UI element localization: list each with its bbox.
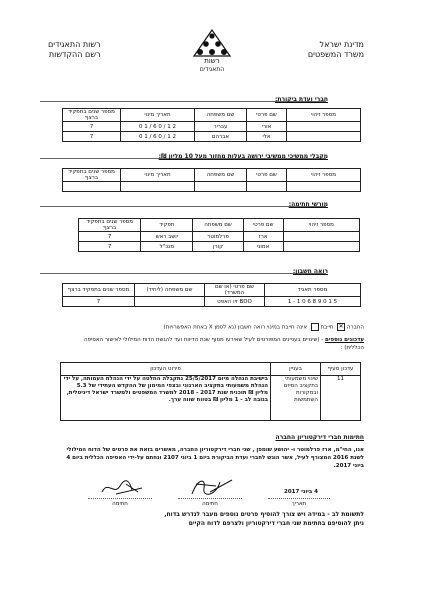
cell-last-name: קורן: [193, 242, 243, 252]
authority-name: רשות התאגידים: [48, 40, 101, 49]
col-last-name: שם משפחה: [195, 169, 247, 182]
cell-matter: שינוי משמעותי בתקציב המיזם ובמקורות השתמשות: [271, 376, 321, 421]
accountant-table: [62, 283, 361, 307]
cell-id: [287, 182, 361, 192]
col-first-name: שם פרטי: [243, 219, 283, 232]
donors-table: [62, 168, 361, 192]
cell-last-name: [195, 182, 247, 192]
option-required: חייבת: [320, 324, 334, 331]
cell-first-name: [247, 182, 287, 192]
cell-appoint-date: [121, 182, 195, 192]
col-last-name: שם משפחה: [195, 109, 247, 122]
col-years: מספר שנים בתפקיד ברצף: [79, 219, 141, 232]
cell-id: [283, 232, 359, 242]
accountant-section-rule: [40, 273, 326, 274]
audit-table: [62, 108, 361, 142]
col-last-name: שם משפחה: [193, 219, 243, 232]
table-row: [79, 232, 360, 242]
signature-2-icon: [186, 474, 236, 498]
col-last-name: שם משפחה (ליחיד): [135, 284, 205, 297]
col-first-name: שם פרטי (או שם המשרד): [205, 284, 265, 297]
cell-years: 7: [63, 122, 121, 132]
logo-text-1: רשות: [204, 57, 220, 65]
cell-last-name: אברהם: [195, 132, 247, 142]
footer-note: [64, 510, 364, 528]
updates-heading: [64, 336, 364, 352]
donors-section-title: מקבלי ממשיכי ממשיבי ירושה בעלות מחזור מעל 10 מליון ₪:: [158, 153, 328, 160]
accountant-obligation-line: [164, 323, 364, 332]
cell-appoint-date: 2 1 / 0 6 / 1 0: [121, 132, 195, 142]
col-role: תפקיד: [141, 219, 193, 232]
cell-last-name: [135, 297, 205, 307]
accountant-header-row: [63, 284, 361, 297]
cell-role: מנכ"ל: [141, 242, 193, 252]
signers-section-title: מורשי חתימה:: [288, 201, 328, 208]
corporations-logo: [182, 28, 242, 76]
cell-detail: בישיבת הנהלה מיום 25/5/2017 נתקבלה החלטה על ידי הנהלת העמותה, על ידי הנהלת משמעותי בתקציב הארגוני ובצפי המימון של ההקדש העתידי של 5.3 מליון ₪ תוכנית שנת 2017 - 2018 למשרד המשפטים ולמשרד ישראל דיגיטלית, בגובה לב - 1 מליון ₪ בטווח שווה ערך.: [61, 376, 271, 421]
cell-last-name: עבריר: [195, 122, 247, 132]
cell-first-name: אורי: [247, 122, 287, 132]
cell-appoint-date: 2 1 / 0 6 / 1 0: [121, 122, 195, 132]
cell-id: [283, 242, 359, 252]
col-first-name: שם פרטי: [247, 169, 287, 182]
cell-id: [287, 122, 361, 132]
cell-id: [287, 132, 361, 142]
col-years: מספר שנים בתפקיד ברצף: [63, 284, 135, 297]
table-row: [63, 182, 361, 192]
signature-line-1: [88, 498, 152, 499]
col-id: מספר זיהוי: [283, 219, 359, 232]
table-row: [61, 376, 361, 421]
cell-first-name: אמוני: [243, 242, 283, 252]
cell-years: 7: [79, 232, 141, 242]
checkbox-not-required[interactable]: [311, 323, 319, 331]
signature-section-title: חתימות חברי דירקטוריון החברה: [275, 434, 364, 441]
cell-years: 7: [63, 297, 135, 307]
col-section: עדכון סעיף: [321, 363, 361, 376]
updates-table: [60, 362, 361, 421]
signature-label-2: חתימה: [202, 501, 218, 507]
state-name: מדינת ישראל: [319, 40, 364, 49]
col-corp-number: מספר תאגיד: [265, 284, 361, 297]
signers-section-rule: [40, 206, 326, 207]
logo-text-2: התאגידים: [199, 66, 225, 73]
authority-header: [48, 40, 101, 60]
cell-role: יושב ראש: [141, 232, 193, 242]
cell-first-name: ארז: [243, 232, 283, 242]
cell-first-name: אלי: [247, 132, 287, 142]
ministry-header: [308, 40, 364, 60]
cell-section: 11: [321, 376, 361, 421]
col-appoint-date: תאריך מינוי: [121, 169, 195, 182]
col-appoint-date: תאריך מינוי: [121, 109, 195, 122]
cell-corp-number: 5 1 0 9 8 6 0 1 - 1: [265, 297, 361, 307]
col-first-name: שם פרטי: [247, 109, 287, 122]
signature-line-2: [178, 498, 242, 499]
table-row: [63, 122, 361, 132]
footer-line-2: ניתן להוסיפם בחתימת שני חברי דירקטוריון ולצרפם לדוח הקיים: [188, 520, 364, 527]
signers-table: [78, 218, 360, 252]
signature-1-icon: [98, 478, 146, 498]
table-row: [63, 297, 361, 307]
updates-title: עדכונים נוספים: [325, 337, 364, 343]
col-years: מספר שנים בתפקיד ברצף: [63, 109, 121, 122]
cell-last-name: פרלמוטר: [193, 232, 243, 242]
audit-header-row: [63, 109, 361, 122]
cell-years: [63, 182, 121, 192]
company-label: החברה: [346, 324, 364, 331]
updates-subtitle: - (שינויים בעניינים המפורטים לעיל שאירעו מסוף שנת הדיווח ועד להגשת הדוח המילולי לאישור האסיפה הכללית) :: [84, 337, 364, 351]
signature-statement: אנו, החי"מ, ארז פרלמוטר ו- יהושע שומפן , שני חברי דירקטוריון החברה, מאשרים בזאת את פרטים של הדוח המילולי לשנת 2016 המצורף לעיל, אשר הוגש לחברי ועדת הביקורת ביום 1 ביוני 2107 ונחתם על-ידי האסיפה הכללית ביום 4 ביוני 2017.: [66, 447, 364, 469]
date-label: תאריך: [291, 501, 307, 507]
registrar-name: רשם ההקדשות: [48, 50, 101, 59]
cell-years: 7: [63, 132, 121, 142]
signers-header-row: [79, 219, 360, 232]
date-line: [268, 498, 330, 499]
signature-label-1: חתימה: [112, 501, 128, 507]
col-id: מספר זיהוי: [287, 109, 361, 122]
table-row: [79, 242, 360, 252]
col-years: מספר שנים בתפקיד ברצף: [63, 169, 121, 182]
signature-date-value: 4 ביוני 2017: [284, 489, 318, 495]
audit-section-title: חברי ועדת ביקורת:: [274, 96, 328, 103]
col-id: מספר זיהוי: [287, 169, 361, 182]
col-matter: בעניין: [271, 363, 321, 376]
donors-header-row: [63, 169, 361, 182]
ministry-name: משרד המשפטים: [307, 50, 364, 59]
cell-firm-name: BDO זיו האפט: [205, 297, 265, 307]
cell-years: 7: [79, 242, 141, 252]
accountant-section-title: רואה חשבון:: [292, 268, 328, 275]
table-row: [63, 132, 361, 142]
updates-header-row: [61, 363, 361, 376]
col-detail: פירוט העדכון: [61, 363, 271, 376]
checkbox-required[interactable]: ✕: [338, 323, 344, 330]
footer-line-1: לתשומת לב - במידה ויש צורך להוסיף פרטים נוספים מעבר לנדרש בדוח,: [164, 511, 364, 518]
option-not-required: אינה חייבת במינוי רואה חשבון (נא לסמן X באחת האפשרויות): [163, 324, 308, 331]
